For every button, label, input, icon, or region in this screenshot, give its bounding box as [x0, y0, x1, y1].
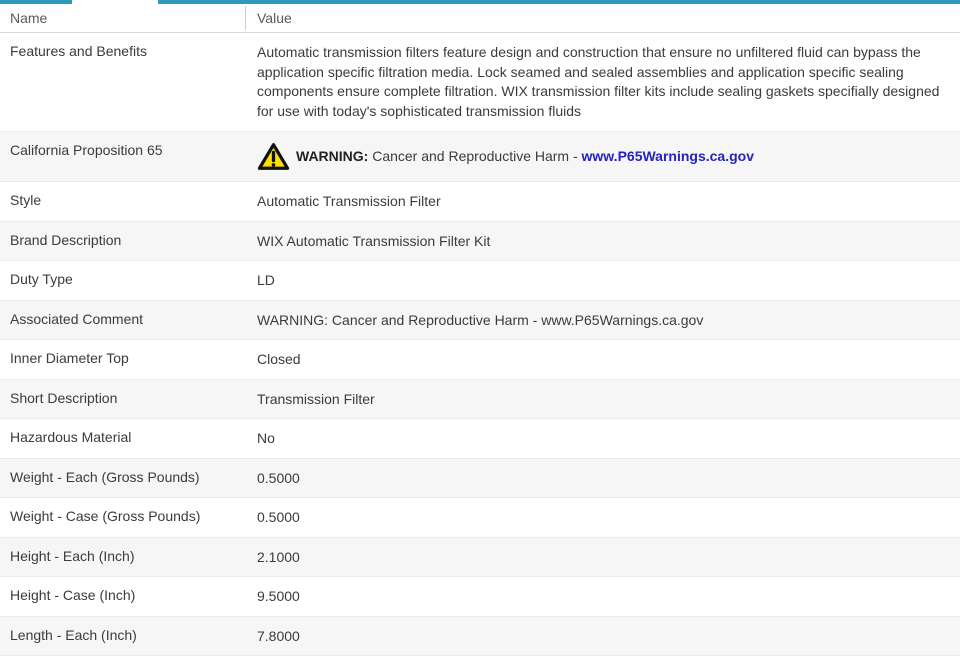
- table-row: [0, 340, 960, 380]
- tab-strip-underline: [0, 0, 960, 4]
- attribute-name: Height - Case (Inch): [0, 577, 245, 613]
- attribute-value: Automatic transmission filters feature design and construction that ensure no unfiltered fluid can bypass the application specific filtration media. Lock seamed and sealed assemblies and application specific sealing components ensure complete filtration. WIX transmission filter kits include sealing gaskets specifially designed for use with today's sophisticated transmission fluids: [245, 33, 960, 131]
- p65-warnings-link[interactable]: www.P65Warnings.ca.gov: [582, 148, 754, 164]
- attribute-value: 0.5000: [245, 459, 960, 498]
- attribute-name: Height - Each (Inch): [0, 538, 245, 574]
- attributes-table: [0, 33, 960, 656]
- attribute-name: Brand Description: [0, 222, 245, 258]
- attribute-name: California Proposition 65: [0, 132, 245, 169]
- table-row: [0, 617, 960, 656]
- table-row: [0, 222, 960, 262]
- attribute-name: Features and Benefits: [0, 33, 245, 70]
- table-row: [0, 261, 960, 301]
- table-row: [0, 182, 960, 222]
- attribute-name: Weight - Each (Gross Pounds): [0, 459, 245, 495]
- table-row: [0, 459, 960, 499]
- attribute-value: 7.8000: [245, 617, 960, 656]
- table-row: [0, 577, 960, 617]
- attribute-value: 0.5000: [245, 498, 960, 537]
- attribute-value: WARNING: Cancer and Reproductive Harm - www.P65Warnings.ca.gov: [245, 301, 960, 340]
- attribute-value: Transmission Filter: [245, 380, 960, 419]
- attribute-name: Inner Diameter Top: [0, 340, 245, 376]
- table-row: [0, 538, 960, 578]
- warning-triangle-icon: [257, 142, 290, 171]
- attribute-value: 2.1000: [245, 538, 960, 577]
- table-header: [0, 4, 960, 33]
- attribute-name: Weight - Case (Gross Pounds): [0, 498, 245, 534]
- attribute-name: Length - Each (Inch): [0, 617, 245, 653]
- attribute-value: WIX Automatic Transmission Filter Kit: [245, 222, 960, 261]
- table-row: [0, 301, 960, 341]
- table-row: [0, 498, 960, 538]
- attribute-value: Automatic Transmission Filter: [245, 182, 960, 221]
- attribute-name: Hazardous Material: [0, 419, 245, 455]
- attribute-name: Duty Type: [0, 261, 245, 297]
- attribute-value: No: [245, 419, 960, 458]
- attribute-name: Associated Comment: [0, 301, 245, 337]
- attribute-value: 9.5000: [245, 577, 960, 616]
- table-row: [0, 380, 960, 420]
- table-row: [0, 33, 960, 132]
- table-row-prop65: [0, 132, 960, 182]
- attribute-name: Short Description: [0, 380, 245, 416]
- attribute-name: Style: [0, 182, 245, 218]
- attribute-value: Closed: [245, 340, 960, 379]
- warning-text: [296, 147, 754, 167]
- active-tab-gap: [72, 0, 158, 4]
- warning-body: Cancer and Reproductive Harm -: [368, 148, 581, 164]
- attribute-value: [245, 132, 960, 181]
- attribute-value: LD: [245, 261, 960, 300]
- warning-label: WARNING:: [296, 148, 368, 164]
- table-row: [0, 419, 960, 459]
- column-header-value: Value: [245, 6, 960, 30]
- column-header-name: Name: [0, 10, 245, 26]
